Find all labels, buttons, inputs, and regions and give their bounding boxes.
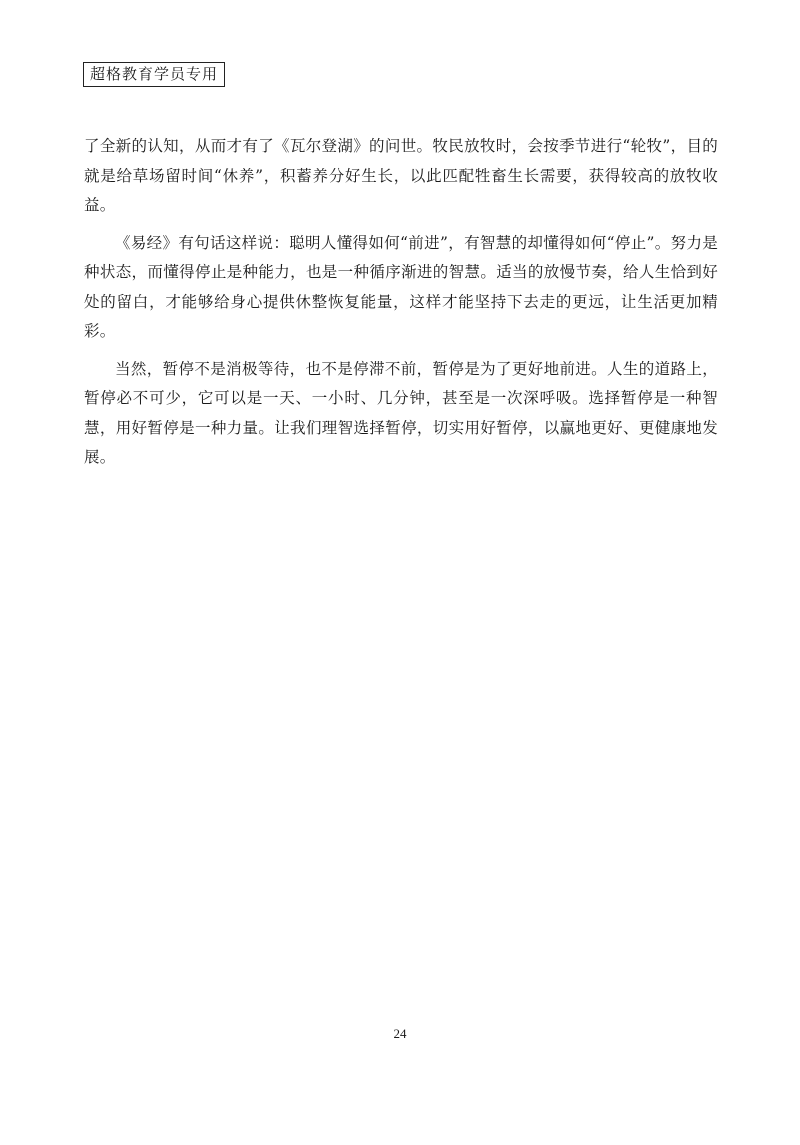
header-label: 超格教育学员专用 xyxy=(90,65,219,83)
header-label-box xyxy=(83,62,225,87)
paragraph-2: 《易经》有句话这样说：聪明人懂得如何“前进”，有智慧的却懂得如何“停止”。努力是种状态，而懂得停止是种能力，也是一种循序渐进的智慧。适当的放慢节奏，给人生恰到好处的留白，才能够给身心提供休整恢复能量，这样才能坚持下去走的更远，让生活更加精彩。 xyxy=(84,233,718,340)
page-number: 24 xyxy=(393,1026,407,1041)
paragraph-1: 了全新的认知，从而才有了《瓦尔登湖》的问世。牧民放牧时，会按季节进行“轮牧”，目的就是给草场留时间“休养”，积蓄养分好生长，以此匹配牲畜生长需要，获得较高的放牧收益。 xyxy=(84,137,718,214)
paragraph-3: 当然，暂停不是消极等待，也不是停滞不前，暂停是为了更好地前进。人生的道路上，暂停必不可少，它可以是一天、一小时、几分钟，甚至是一次深呼吸。选择暂停是一种智慧，用好暂停是一种力量。让我们理智选择暂停，切实用好暂停，以赢地更好、更健康地发展。 xyxy=(84,359,718,466)
body-text xyxy=(84,132,718,481)
